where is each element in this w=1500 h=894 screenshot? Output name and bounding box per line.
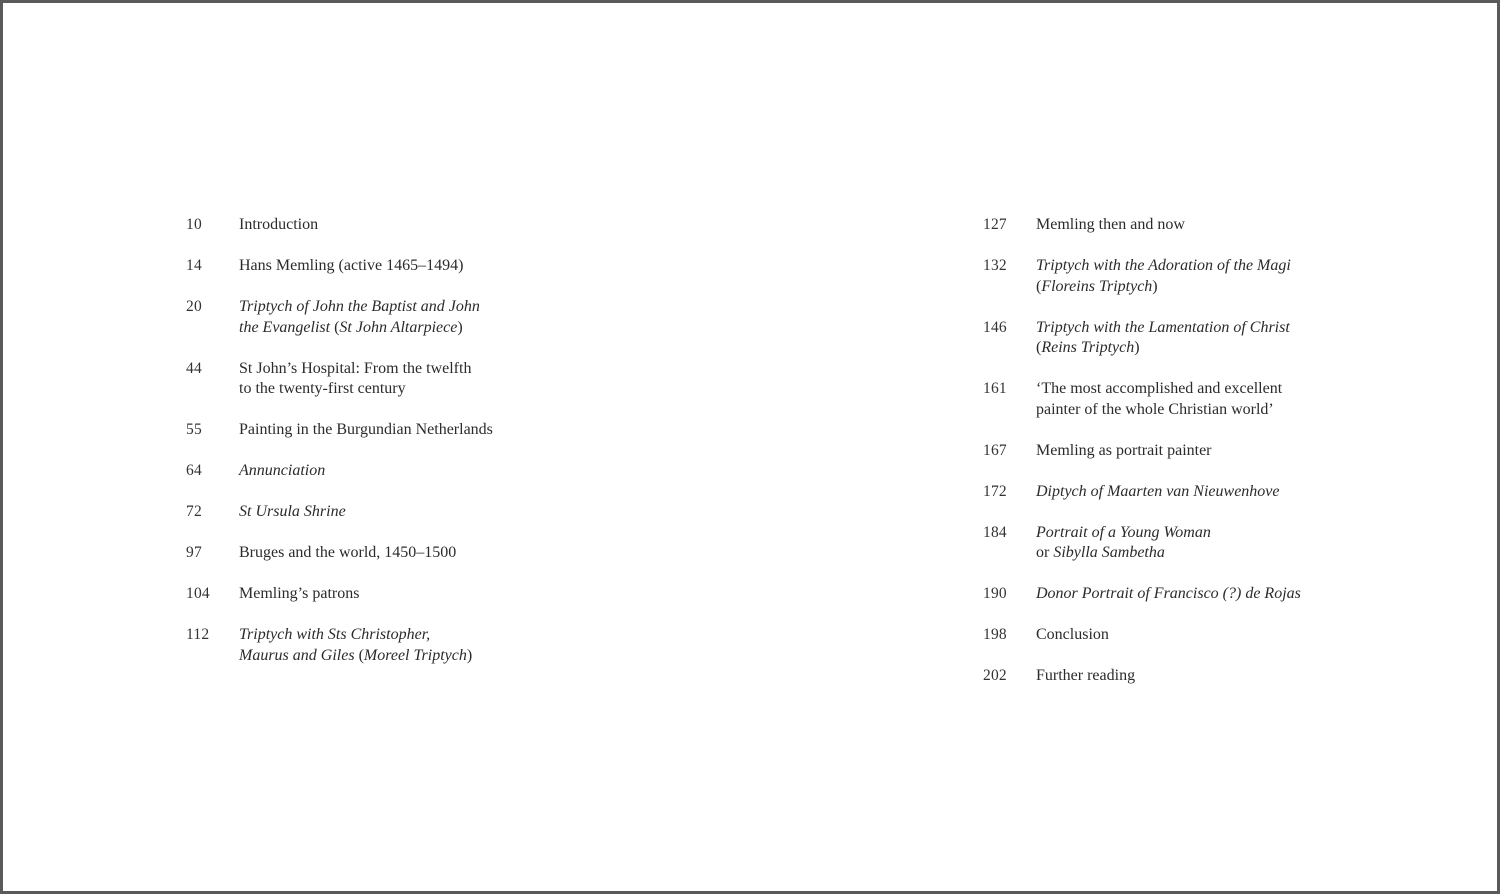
toc-title-text: St John’s Hospital: From the twelfth bbox=[239, 359, 472, 377]
toc-title-italic-text: Triptych of John the Baptist and John bbox=[239, 298, 480, 315]
toc-entry bbox=[983, 482, 1443, 503]
toc-page-number: 55 bbox=[186, 421, 202, 438]
toc-entry bbox=[983, 666, 1443, 687]
toc-title-italic-text: Sibylla Sambetha bbox=[1053, 544, 1165, 561]
toc-page-number: 44 bbox=[186, 359, 202, 377]
toc-title-text: Memling’s patrons bbox=[239, 585, 360, 602]
toc-entry-title bbox=[1036, 318, 1443, 359]
toc-title-line bbox=[239, 543, 646, 564]
toc-entry-title bbox=[1036, 523, 1443, 564]
toc-title-line bbox=[239, 256, 646, 277]
toc-page-number: 198 bbox=[983, 626, 1007, 643]
toc-entry-title bbox=[239, 256, 646, 277]
toc-title-text: ( bbox=[330, 318, 340, 336]
toc-title-line bbox=[239, 420, 646, 441]
toc-title-italic-text: Triptych with Sts Christopher, bbox=[239, 626, 431, 643]
toc-title-text: Conclusion bbox=[1036, 626, 1109, 643]
toc-title-text: Bruges and the world, 1450–1500 bbox=[239, 544, 457, 561]
toc-entry-title bbox=[1036, 256, 1443, 297]
toc-page-number: 167 bbox=[983, 441, 1007, 459]
toc-title-line bbox=[1036, 523, 1443, 544]
toc-title-text: ) bbox=[1152, 277, 1158, 295]
toc-entry bbox=[186, 502, 646, 523]
toc-title-line bbox=[1036, 338, 1443, 359]
toc-entry-title bbox=[1036, 625, 1443, 646]
toc-page-number: 202 bbox=[983, 667, 1007, 684]
toc-page-number: 97 bbox=[186, 544, 202, 561]
toc-title-line bbox=[1036, 543, 1443, 564]
toc-entry bbox=[186, 297, 646, 338]
toc-column-left bbox=[186, 215, 646, 687]
toc-title-italic-text: Donor Portrait of Francisco (?) de Rojas bbox=[1036, 585, 1301, 602]
toc-page-number: 172 bbox=[983, 482, 1007, 500]
toc-title-text: Memling then and now bbox=[1036, 216, 1185, 233]
toc-title-italic-text: Reins Triptych bbox=[1041, 339, 1135, 356]
toc-page-number: 146 bbox=[983, 318, 1007, 336]
toc-entry bbox=[186, 461, 646, 482]
toc-page-number: 184 bbox=[983, 523, 1007, 541]
toc-title-italic-text: Floreins Triptych bbox=[1041, 277, 1153, 295]
toc-entry-title bbox=[239, 584, 646, 605]
toc-column-right bbox=[983, 215, 1443, 707]
toc-entry bbox=[983, 523, 1443, 564]
toc-title-text: painter of the whole Christian world’ bbox=[1036, 400, 1274, 418]
toc-title-italic-text: St Ursula Shrine bbox=[239, 503, 346, 520]
toc-title-line bbox=[1036, 318, 1443, 339]
toc-title-text: ( bbox=[1036, 277, 1042, 295]
toc-title-text: ( bbox=[1036, 339, 1042, 356]
toc-title-text: to the twenty-first century bbox=[239, 380, 406, 397]
toc-title-text: ) bbox=[457, 318, 463, 336]
toc-entry-title bbox=[239, 502, 646, 523]
toc-entry-title bbox=[1036, 379, 1443, 420]
toc-title-italic-text: Diptych of Maarten van Nieuwenhove bbox=[1036, 482, 1280, 500]
toc-entry-title bbox=[239, 359, 646, 400]
toc-entry-title bbox=[239, 461, 646, 482]
toc-entry-title bbox=[1036, 215, 1443, 236]
toc-title-italic-text: Triptych with the Adoration of the Magi bbox=[1036, 257, 1291, 274]
toc-entry bbox=[983, 256, 1443, 297]
toc-page-number: 132 bbox=[983, 257, 1007, 274]
toc-entry bbox=[983, 215, 1443, 236]
toc-title-text: ) bbox=[466, 646, 473, 664]
toc-page-number: 190 bbox=[983, 585, 1007, 602]
toc-page-number: 127 bbox=[983, 216, 1007, 233]
toc-title-text: Introduction bbox=[239, 216, 319, 233]
toc-title-text: Hans Memling (active 1465–1494) bbox=[239, 257, 464, 274]
toc-title-text: ) bbox=[1134, 339, 1140, 356]
toc-entry-title bbox=[1036, 441, 1443, 462]
toc-title-line bbox=[239, 379, 646, 400]
toc-entry bbox=[186, 543, 646, 564]
toc-title-italic-text: the Evangelist bbox=[239, 318, 331, 336]
toc-title-text: Painting in the Burgundian Netherlands bbox=[239, 421, 493, 438]
toc-entry-title bbox=[1036, 482, 1443, 503]
toc-entry-title bbox=[239, 297, 646, 338]
toc-title-italic-text: Maurus and Giles bbox=[239, 646, 355, 664]
toc-entry-title bbox=[239, 625, 646, 666]
toc-entry bbox=[186, 625, 646, 666]
toc-page-number: 20 bbox=[186, 298, 202, 315]
toc-entry-title bbox=[239, 420, 646, 441]
toc-title-line bbox=[239, 461, 646, 482]
toc-title-line bbox=[1036, 256, 1443, 277]
toc-page-number: 112 bbox=[186, 626, 210, 643]
toc-title-line bbox=[239, 584, 646, 605]
toc-title-line bbox=[239, 297, 646, 318]
toc-title-italic-text: Moreel Triptych bbox=[363, 646, 467, 664]
toc-title-line bbox=[1036, 277, 1443, 298]
toc-page-number: 72 bbox=[186, 503, 202, 520]
toc-title-text: or bbox=[1036, 544, 1054, 561]
toc-entry-title bbox=[239, 215, 646, 236]
toc-title-italic-text: Annunciation bbox=[239, 462, 326, 479]
toc-entry bbox=[186, 359, 646, 400]
toc-title-line bbox=[1036, 584, 1443, 605]
toc-title-line bbox=[1036, 400, 1443, 421]
toc-title-line bbox=[239, 359, 646, 380]
toc-entry-title bbox=[1036, 666, 1443, 687]
toc-title-line bbox=[239, 318, 646, 339]
toc-entry bbox=[186, 584, 646, 605]
toc-entry-title bbox=[1036, 584, 1443, 605]
toc-entry bbox=[983, 625, 1443, 646]
toc-entry bbox=[983, 318, 1443, 359]
toc-title-line bbox=[1036, 379, 1443, 400]
toc-title-italic-text: St John Altarpiece bbox=[339, 318, 458, 336]
toc-title-text: Further reading bbox=[1036, 667, 1136, 684]
toc-title-line bbox=[1036, 666, 1443, 687]
toc-title-italic-text: Portrait of a Young Woman bbox=[1036, 523, 1211, 541]
toc-title-line bbox=[239, 625, 646, 646]
toc-title-line bbox=[239, 646, 646, 667]
toc-entry bbox=[186, 256, 646, 277]
toc-title-text: ( bbox=[354, 646, 364, 664]
toc-title-line bbox=[1036, 215, 1443, 236]
toc-entry bbox=[983, 441, 1443, 462]
toc-title-italic-text: Triptych with the Lamentation of Christ bbox=[1036, 318, 1290, 336]
toc-entry bbox=[186, 420, 646, 441]
toc-title-line bbox=[239, 215, 646, 236]
toc-title-line bbox=[239, 502, 646, 523]
toc-entry bbox=[983, 584, 1443, 605]
toc-entry-title bbox=[239, 543, 646, 564]
toc-entry bbox=[186, 215, 646, 236]
toc-page-number: 104 bbox=[186, 585, 210, 602]
toc-page-number: 14 bbox=[186, 257, 202, 274]
toc-title-line bbox=[1036, 482, 1443, 503]
toc-title-line bbox=[1036, 441, 1443, 462]
toc-title-text: ‘The most accomplished and excellent bbox=[1036, 380, 1283, 397]
toc-page-number: 10 bbox=[186, 216, 202, 233]
toc-title-line bbox=[1036, 625, 1443, 646]
toc-page-number: 64 bbox=[186, 462, 202, 479]
toc-title-text: Memling as portrait painter bbox=[1036, 441, 1212, 459]
toc-entry bbox=[983, 379, 1443, 420]
toc-page-number: 161 bbox=[983, 380, 1007, 397]
